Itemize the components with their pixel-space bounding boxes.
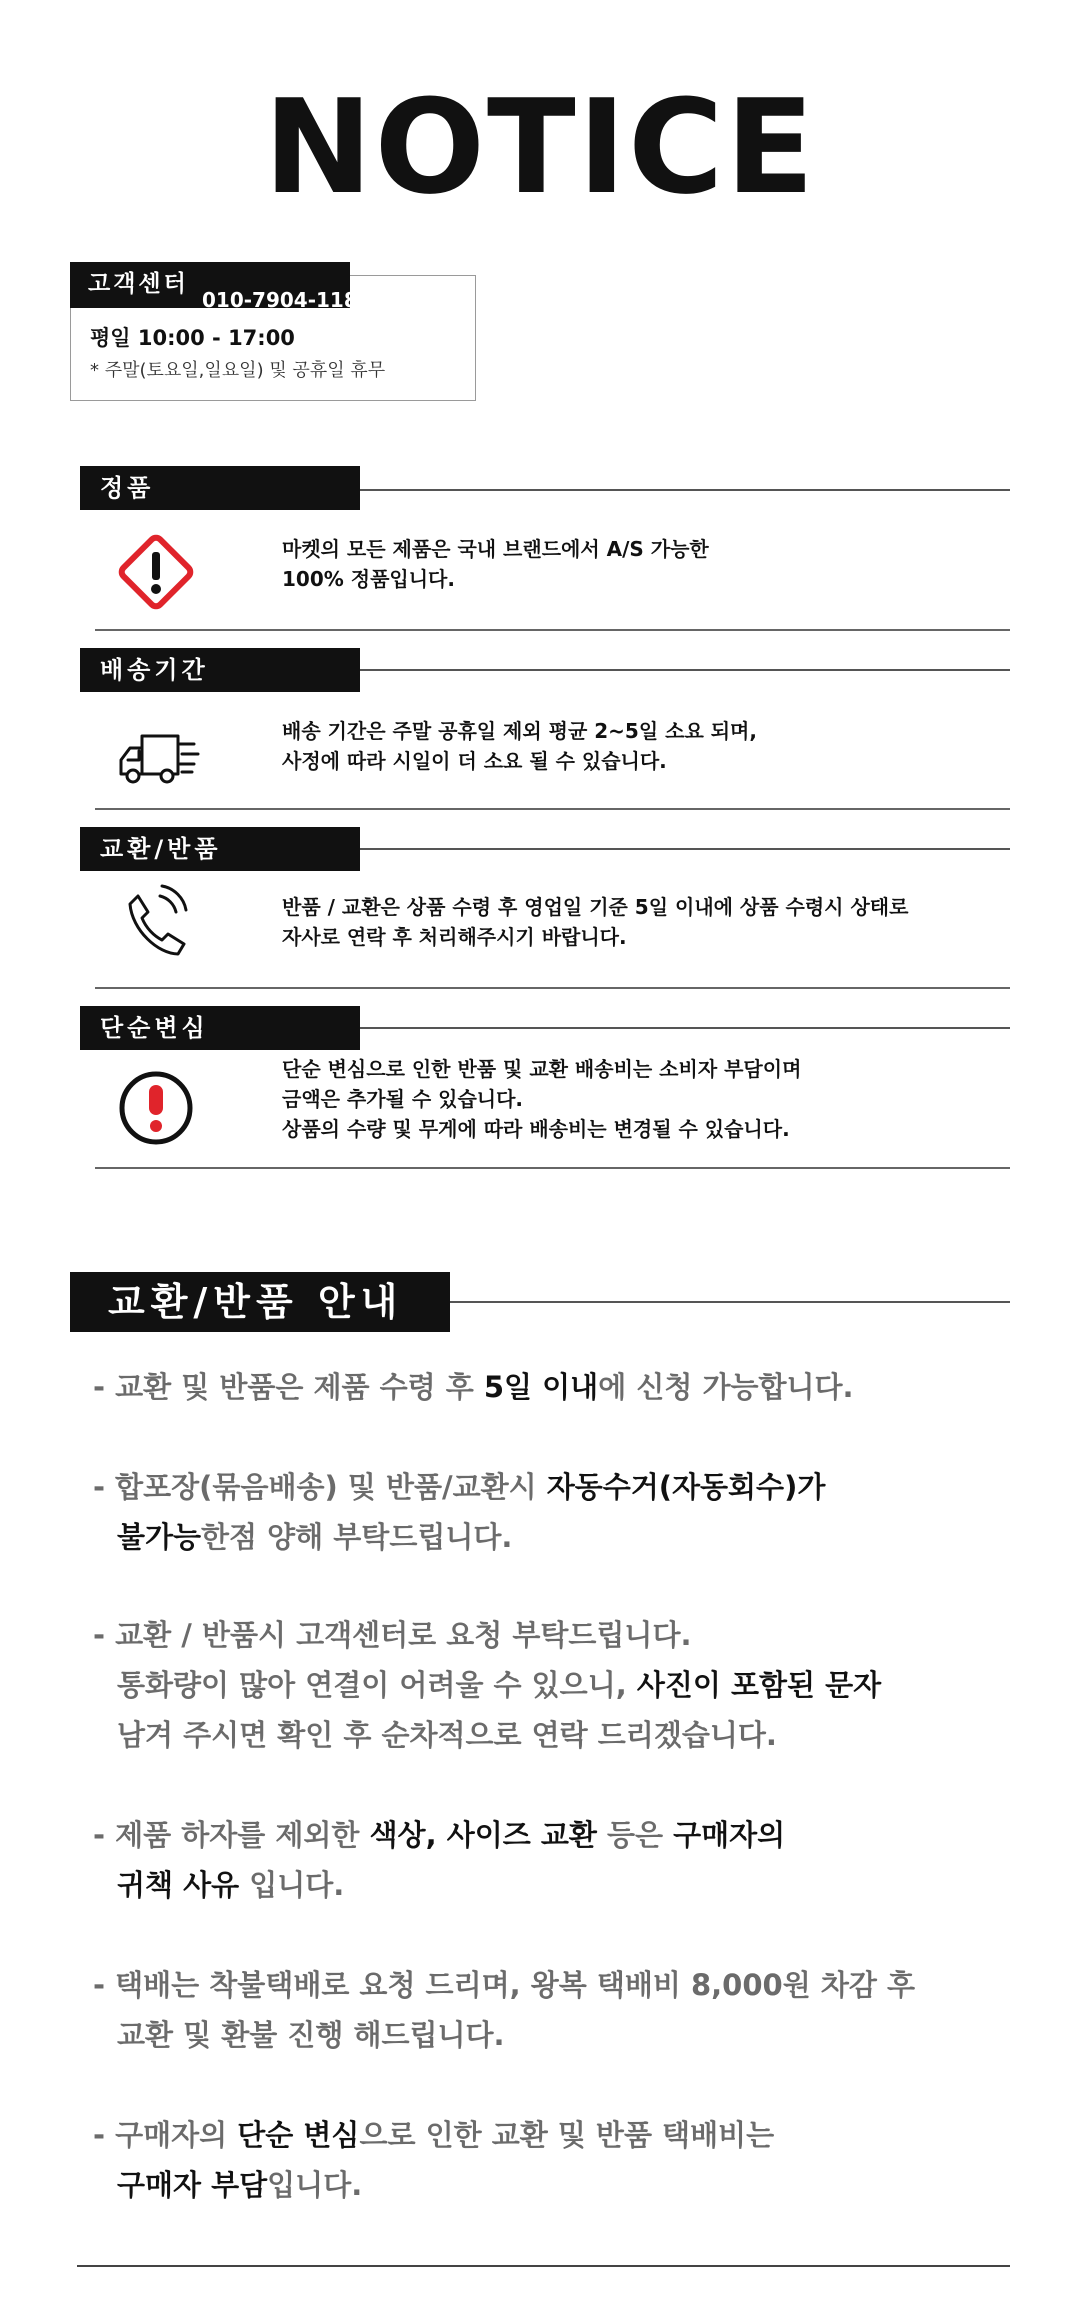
customer-center-label: 고객센터 — [88, 271, 189, 297]
section-divider — [360, 669, 1010, 671]
section-text-change-of-mind: 단순 변심으로 인한 반품 및 교환 배송비는 소비자 부담이며 금액은 추가될 수 있습니다. 상품의 수량 및 무게에 따라 배송비는 변경될 수 있습니다. — [282, 1057, 802, 1141]
guide-title: 교환/반품 안내 — [108, 1280, 404, 1324]
section-bottom-rule — [95, 808, 1010, 810]
guide-item-3: - 교환 / 반품시 고객센터로 요청 부탁드립니다. 통화량이 많아 연결이 어려울 수 있으니, 사진이 포함된 문자 남겨 주시면 확인 후 순차적으로 연락 드리겠습니다. — [93, 1618, 882, 1752]
phone-icon — [108, 874, 204, 970]
section-label-change-of-mind: 단순변심 — [100, 1014, 209, 1042]
section-bottom-rule — [95, 629, 1010, 631]
guide-item-4: - 제품 하자를 제외한 색상, 사이즈 교환 등은 구매자의 귀책 사유 입니다. — [93, 1818, 786, 1902]
section-divider — [360, 489, 1010, 491]
section-text-genuine: 마켓의 모든 제품은 국내 브랜드에서 A/S 가능한 100% 정품입니다. — [282, 537, 709, 591]
guide-item-5: - 택배는 착불택배로 요청 드리며, 왕복 택배비 8,000원 차감 후 교환 및 환불 진행 해드립니다. — [93, 1968, 915, 2052]
guide-item-6: - 구매자의 단순 변심으로 인한 교환 및 반품 택배비는 구매자 부담입니다. — [93, 2118, 775, 2202]
customer-center-hours: 평일 10:00 - 17:00 — [90, 326, 295, 350]
guide-item-1: - 교환 및 반품은 제품 수령 후 5일 이내에 신청 가능합니다. — [93, 1370, 854, 1404]
section-bottom-rule — [95, 987, 1010, 989]
exclamation-circle-icon — [108, 1060, 204, 1156]
section-text-shipping: 배송 기간은 주말 공휴일 제외 평균 2~5일 소요 되며, 사정에 따라 시일이 더 소요 될 수 있습니다. — [282, 719, 757, 773]
section-divider — [360, 848, 1010, 850]
customer-center-note: * 주말(토요일,일요일) 및 공휴일 휴무 — [90, 360, 386, 381]
section-label-exchange: 교환/반품 — [100, 835, 222, 863]
section-label-shipping: 배송기간 — [100, 656, 209, 684]
customer-center-phone: 010-7904-1186 — [202, 288, 372, 312]
page-title: NOTICE — [263, 71, 817, 223]
warning-diamond-icon — [108, 524, 204, 620]
section-label-genuine: 정품 — [100, 474, 155, 502]
guide-item-2: - 합포장(묶음배송) 및 반품/교환시 자동수거(자동회수)가 불가능한점 양해 부탁드립니다. — [93, 1470, 826, 1554]
bottom-rule — [77, 2265, 1010, 2267]
section-text-exchange: 반품 / 교환은 상품 수령 후 영업일 기준 5일 이내에 상품 수령시 상태로 자사로 연락 후 처리해주시기 바랍니다. — [282, 895, 909, 949]
delivery-truck-icon — [108, 706, 204, 802]
section-divider — [360, 1027, 1010, 1029]
guide-divider — [450, 1301, 1010, 1303]
section-bottom-rule — [95, 1167, 1010, 1169]
